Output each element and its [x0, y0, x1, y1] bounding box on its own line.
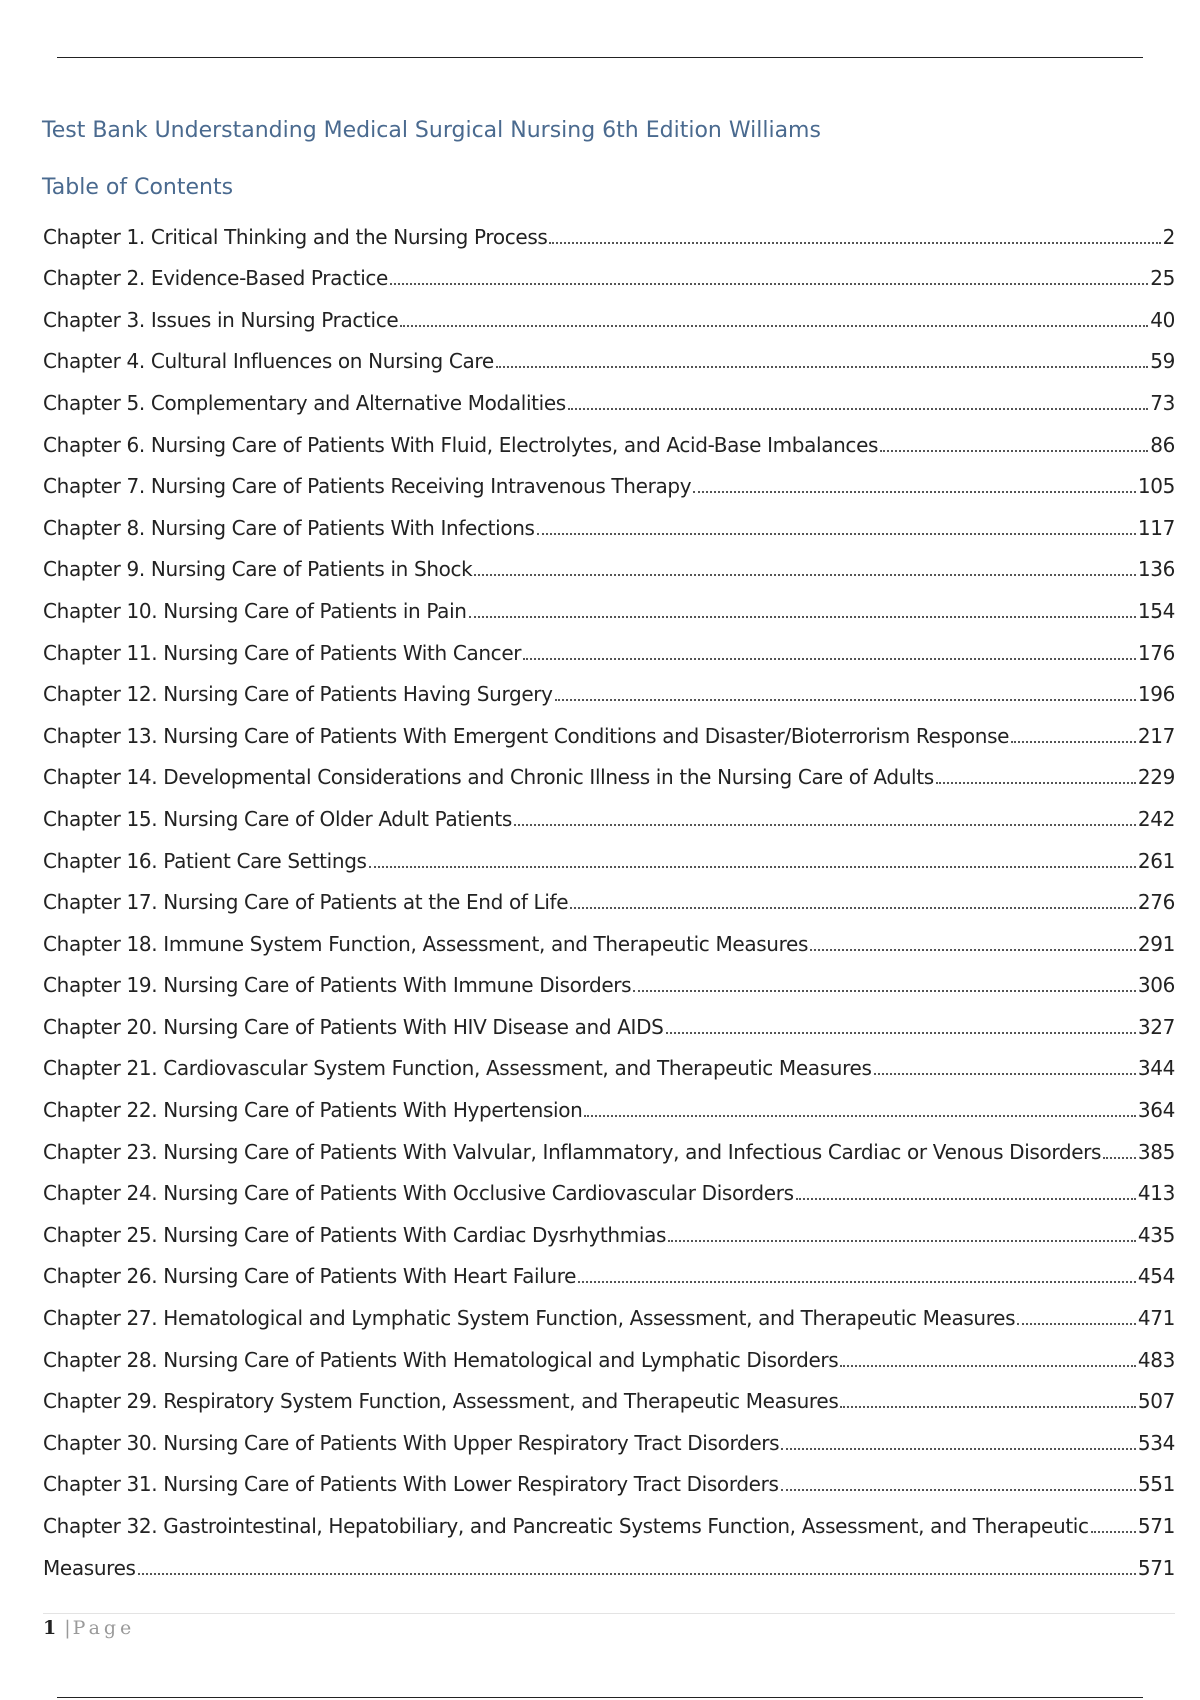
toc-entry-page: 25 — [1150, 266, 1175, 291]
toc-entry-page: 483 — [1137, 1347, 1175, 1372]
toc-entry-title: Chapter 18. Immune System Function, Assessment, and Therapeutic Measures — [43, 931, 809, 956]
toc-entry-title: Chapter 10. Nursing Care of Patients in Pain — [43, 598, 467, 623]
toc-entry[interactable] — [43, 748, 1175, 790]
toc-leader-dots — [523, 658, 1136, 660]
toc-entry[interactable] — [43, 1039, 1175, 1081]
toc-leader-dots — [874, 1073, 1136, 1075]
toc-entry-page: 217 — [1137, 723, 1175, 748]
toc-entry[interactable] — [43, 873, 1175, 915]
toc-entry-page: 364 — [1137, 1098, 1175, 1123]
bottom-rule — [57, 1697, 1143, 1698]
toc-entry[interactable] — [43, 581, 1175, 623]
footer-separator — [43, 1613, 1175, 1614]
toc-entry[interactable] — [43, 1122, 1175, 1164]
toc-entry[interactable] — [43, 997, 1175, 1039]
toc-entry-title: Chapter 31. Nursing Care of Patients With Lower Respiratory Tract Disorders — [43, 1472, 779, 1497]
toc-entry[interactable] — [43, 623, 1175, 665]
toc-entry-title: Chapter 16. Patient Care Settings — [43, 848, 367, 873]
toc-entry[interactable] — [43, 665, 1175, 707]
toc-entry-title: Chapter 11. Nursing Care of Patients With Cancer — [43, 640, 522, 665]
toc-leader-dots — [469, 616, 1136, 618]
toc-entry[interactable] — [43, 1372, 1175, 1414]
toc-entry-page: 413 — [1137, 1181, 1175, 1206]
toc-entry-title: Chapter 26. Nursing Care of Patients With Heart Failure — [43, 1264, 577, 1289]
toc-leader-dots — [666, 1032, 1136, 1034]
toc-leader-dots — [369, 866, 1136, 868]
toc-leader-dots — [1011, 741, 1136, 743]
toc-leader-dots — [796, 1198, 1136, 1200]
toc-entry[interactable] — [43, 1455, 1175, 1497]
toc-entry-page: 276 — [1137, 890, 1175, 915]
toc-leader-dots — [1103, 1157, 1136, 1159]
toc-entry[interactable] — [43, 831, 1175, 873]
toc-leader-dots — [578, 1281, 1136, 1283]
toc-leader-dots — [781, 1448, 1136, 1450]
toc-leader-dots — [474, 574, 1135, 576]
toc-leader-dots — [1091, 1531, 1136, 1533]
toc-entry-title: Chapter 5. Complementary and Alternative Modalities — [43, 390, 566, 415]
table-of-contents — [43, 207, 1175, 1580]
footer-page-label: Page — [72, 1617, 136, 1639]
toc-leader-dots — [555, 699, 1136, 701]
toc-entry-title: Chapter 6. Nursing Care of Patients With Fluid, Electrolytes, and Acid-Base Imbalances — [43, 432, 879, 457]
toc-leader-dots — [693, 491, 1136, 493]
document-title: Test Bank Understanding Medical Surgical Nursing 6th Edition Williams — [42, 118, 821, 143]
toc-entry-page: 454 — [1137, 1264, 1175, 1289]
toc-entry-title: Chapter 22. Nursing Care of Patients With Hypertension — [43, 1098, 583, 1123]
toc-entry-page: 327 — [1137, 1014, 1175, 1039]
toc-entry-page: 117 — [1137, 515, 1175, 540]
toc-leader-dots — [880, 450, 1148, 452]
toc-entry-title: Chapter 30. Nursing Care of Patients With Upper Respiratory Tract Disorders — [43, 1430, 780, 1455]
toc-entry-title: Chapter 14. Developmental Considerations and Chronic Illness in the Nursing Care of Adults — [43, 765, 934, 790]
toc-entry[interactable] — [43, 706, 1175, 748]
toc-entry-title: Chapter 25. Nursing Care of Patients With Cardiac Dysrhythmias — [43, 1222, 667, 1247]
toc-entry-page: 229 — [1137, 765, 1175, 790]
footer-separator-glyph: | — [64, 1617, 71, 1639]
toc-leader-dots — [810, 949, 1136, 951]
toc-entry-title: Chapter 27. Hematological and Lymphatic System Function, Assessment, and Therapeutic Measures — [43, 1306, 1016, 1331]
toc-entry[interactable] — [43, 1538, 1175, 1580]
toc-entry[interactable] — [43, 332, 1175, 374]
toc-leader-dots — [936, 782, 1136, 784]
toc-leader-dots — [584, 1115, 1135, 1117]
toc-entry-page: 261 — [1137, 848, 1175, 873]
toc-entry-page: 59 — [1150, 349, 1175, 374]
toc-entry-page: 435 — [1137, 1222, 1175, 1247]
toc-entry-title: Chapter 7. Nursing Care of Patients Receiving Intravenous Therapy — [43, 474, 692, 499]
toc-entry[interactable] — [43, 1330, 1175, 1372]
toc-entry[interactable] — [43, 956, 1175, 998]
toc-entry[interactable] — [43, 1496, 1175, 1538]
toc-leader-dots — [400, 325, 1148, 327]
toc-leader-dots — [537, 533, 1136, 535]
toc-entry-title: Chapter 28. Nursing Care of Patients With Hematological and Lymphatic Disorders — [43, 1347, 839, 1372]
toc-entry-title: Chapter 8. Nursing Care of Patients With Infections — [43, 515, 535, 540]
toc-entry-page: 571 — [1137, 1514, 1175, 1538]
toc-leader-dots — [781, 1489, 1136, 1491]
toc-entry-title: Chapter 3. Issues in Nursing Practice — [43, 307, 399, 332]
toc-entry-page: 73 — [1150, 390, 1175, 415]
toc-entry-page: 2 — [1162, 224, 1175, 249]
toc-entry-title: Chapter 1. Critical Thinking and the Nursing Process — [43, 224, 548, 249]
toc-entry-title: Chapter 32. Gastrointestinal, Hepatobiliary, and Pancreatic Systems Function, Assessment, and Therapeutic — [43, 1514, 1089, 1538]
toc-entry-page: 105 — [1137, 474, 1175, 499]
top-rule — [57, 57, 1143, 58]
toc-entry-title: Chapter 9. Nursing Care of Patients in Shock — [43, 557, 473, 582]
toc-entry[interactable] — [43, 457, 1175, 499]
toc-entry-page: 176 — [1137, 640, 1175, 665]
toc-entry-page: 196 — [1137, 682, 1175, 707]
toc-entry-page: 385 — [1137, 1139, 1175, 1164]
toc-entry-page: 154 — [1137, 598, 1175, 623]
toc-leader-dots — [138, 1573, 1136, 1575]
toc-entry[interactable] — [43, 498, 1175, 540]
toc-entry[interactable] — [43, 249, 1175, 291]
toc-entry-title: Chapter 21. Cardiovascular System Function, Assessment, and Therapeutic Measures — [43, 1056, 872, 1081]
toc-entry[interactable] — [43, 290, 1175, 332]
toc-entry-title: Chapter 13. Nursing Care of Patients With Emergent Conditions and Disaster/Bioterrorism Response — [43, 723, 1010, 748]
toc-leader-dots — [514, 824, 1136, 826]
toc-leader-dots — [570, 907, 1136, 909]
toc-entry-page: 344 — [1137, 1056, 1175, 1081]
toc-entry-page: 306 — [1137, 973, 1175, 998]
toc-leader-dots — [840, 1406, 1135, 1408]
toc-entry-page: 136 — [1137, 557, 1175, 582]
toc-entry[interactable] — [43, 789, 1175, 831]
toc-entry-title: Chapter 19. Nursing Care of Patients With Immune Disorders — [43, 973, 632, 998]
footer-page-number: 1 — [43, 1617, 57, 1639]
toc-leader-dots — [668, 1240, 1136, 1242]
toc-leader-dots — [840, 1365, 1136, 1367]
toc-entry-page: 507 — [1137, 1389, 1175, 1414]
toc-entry-page: 242 — [1137, 806, 1175, 831]
toc-leader-dots — [633, 990, 1136, 992]
page-footer — [43, 1617, 135, 1639]
toc-leader-dots — [549, 242, 1160, 244]
toc-entry-page: 291 — [1137, 931, 1175, 956]
toc-entry[interactable] — [43, 914, 1175, 956]
toc-entry[interactable] — [43, 207, 1175, 249]
toc-entry-page: 40 — [1150, 307, 1175, 332]
toc-entry[interactable] — [43, 1288, 1175, 1330]
toc-entry-page: 571 — [1137, 1555, 1175, 1580]
toc-entry-title: Chapter 15. Nursing Care of Older Adult Patients — [43, 806, 512, 831]
toc-heading: Table of Contents — [42, 175, 234, 200]
toc-leader-dots — [568, 408, 1148, 410]
toc-entry[interactable] — [43, 373, 1175, 415]
toc-entry-title: Chapter 20. Nursing Care of Patients With HIV Disease and AIDS — [43, 1014, 664, 1039]
toc-entry-page: 551 — [1137, 1472, 1175, 1497]
toc-entry-title: Chapter 17. Nursing Care of Patients at the End of Life — [43, 890, 569, 915]
toc-entry[interactable] — [43, 1205, 1175, 1247]
toc-entry[interactable] — [43, 540, 1175, 582]
toc-leader-dots — [1017, 1323, 1136, 1325]
toc-entry-title: Chapter 12. Nursing Care of Patients Having Surgery — [43, 682, 553, 707]
toc-entry-page: 471 — [1137, 1306, 1175, 1331]
toc-entry[interactable] — [43, 1080, 1175, 1122]
toc-entry-title: Chapter 24. Nursing Care of Patients With Occlusive Cardiovascular Disorders — [43, 1181, 794, 1206]
toc-entry[interactable] — [43, 1164, 1175, 1206]
toc-entry-title: Chapter 4. Cultural Influences on Nursing Care — [43, 349, 494, 374]
toc-entry-title: Chapter 2. Evidence-Based Practice — [43, 266, 389, 291]
toc-entry-title: Chapter 23. Nursing Care of Patients With Valvular, Inflammatory, and Infectious Cardiac or Venous Disorders — [43, 1139, 1102, 1164]
toc-entry[interactable] — [43, 415, 1175, 457]
toc-entry[interactable] — [43, 1413, 1175, 1455]
toc-entry-page: 86 — [1150, 432, 1175, 457]
toc-leader-dots — [390, 283, 1148, 285]
toc-leader-dots — [496, 366, 1148, 368]
toc-entry[interactable] — [43, 1247, 1175, 1289]
toc-entry-page: 534 — [1137, 1430, 1175, 1455]
toc-entry-title: Measures — [43, 1555, 136, 1580]
toc-entry-title: Chapter 29. Respiratory System Function, Assessment, and Therapeutic Measures — [43, 1389, 839, 1414]
